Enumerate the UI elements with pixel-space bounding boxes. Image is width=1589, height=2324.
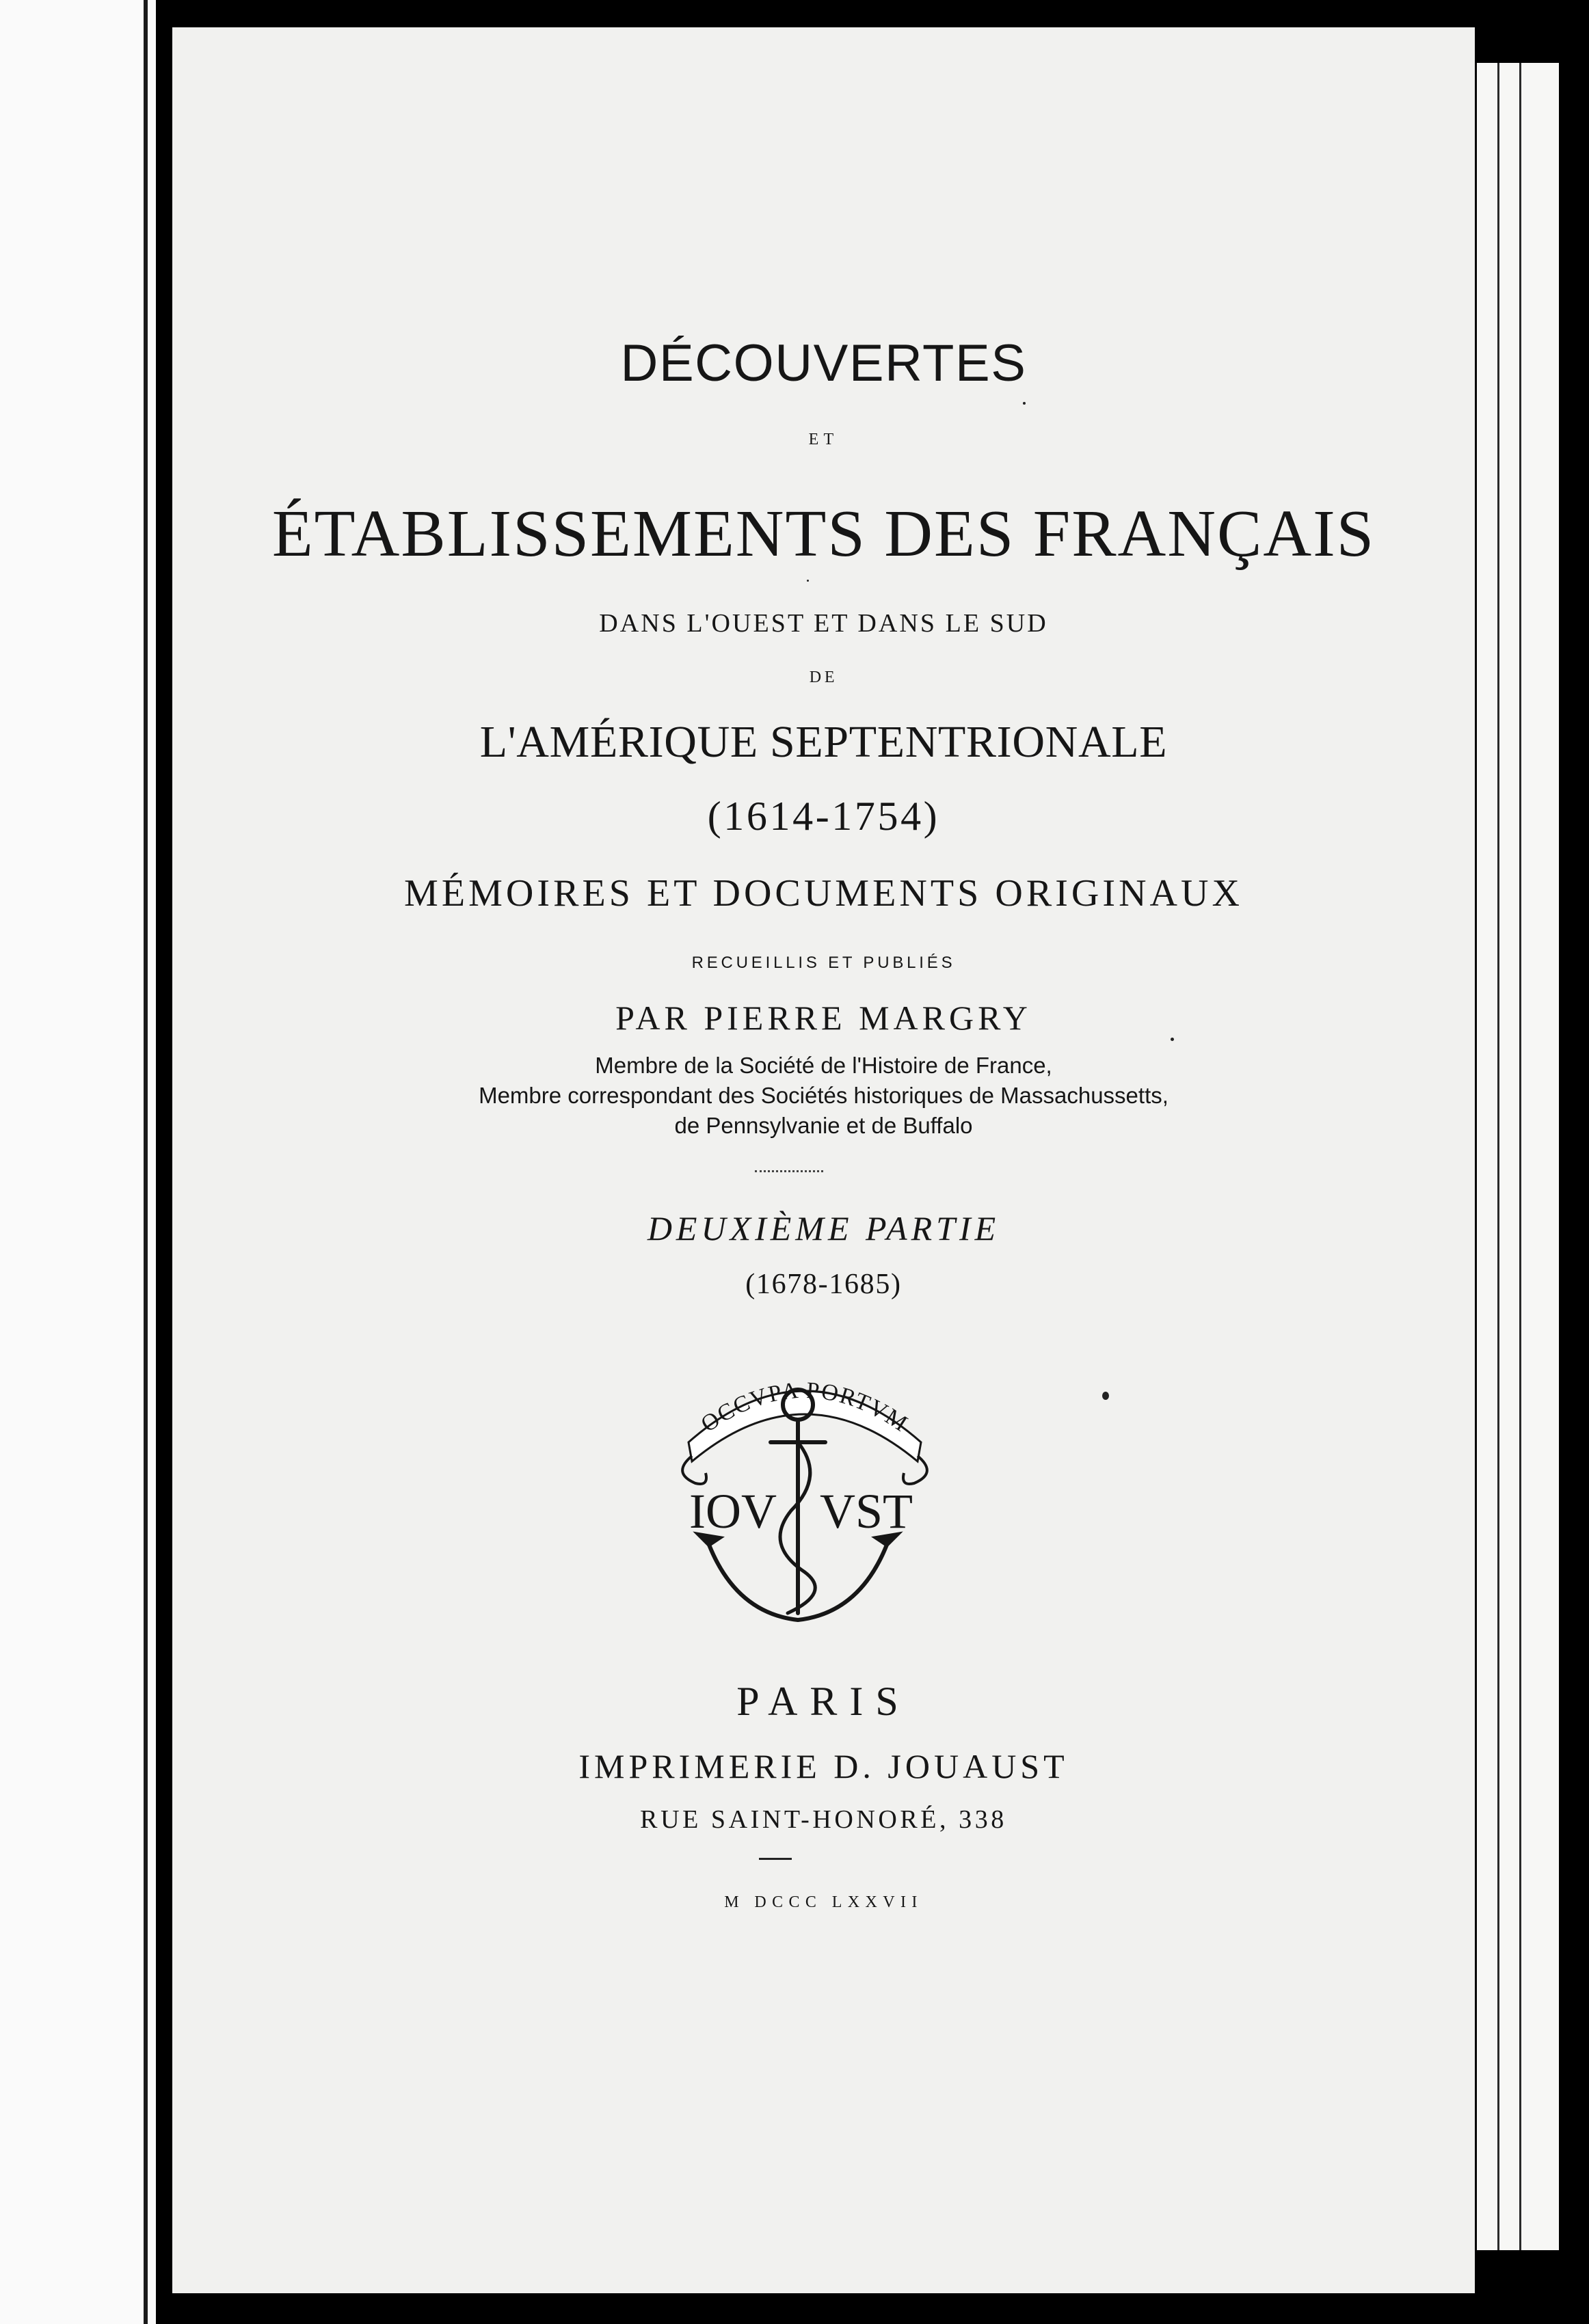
subtitle-amerique: L'AMÉRIQUE SEPTENTRIONALE [479,717,1168,767]
speck [1023,402,1026,405]
author-line: PAR PIERRE MARGRY [615,999,1032,1037]
page-fore-edge [1477,63,1559,2250]
mark-name-left: IOV [689,1484,777,1539]
edge-rule [1497,63,1499,2250]
date-range: (1614-1754) [707,794,940,839]
speck [1171,1038,1174,1041]
title-block [172,0,1475,2324]
imprint-rule [759,1858,792,1860]
author-credential-1: Membre de la Société de l'Histoire de France, [595,1053,1052,1078]
svg-text:OCCVPA PORTVM: OCCVPA PORTVM [696,1377,913,1437]
edge-rule [1519,63,1521,2250]
recueillis-line: RECUEILLIS ET PUBLIÉS [691,954,956,972]
imprint-city: PARIS [736,1679,911,1724]
imprint-year: M DCCC LXXVII [724,1893,923,1911]
gutter-line [144,0,148,2324]
mark-name-right: VST [819,1484,913,1539]
printers-mark [668,1340,942,1647]
part-label: DEUXIÈME PARTIE [647,1209,1000,1247]
subtitle-de: DE [809,668,838,686]
title-line-decouvertes: DÉCOUVERTES [620,334,1027,392]
author-credential-3: de Pennsylvanie et de Buffalo [674,1113,973,1138]
part-dates: (1678-1685) [745,1269,902,1300]
memoires-line: MÉMOIRES ET DOCUMENTS ORIGINAUX [404,872,1243,915]
imprint-address: RUE SAINT-HONORÉ, 338 [640,1805,1007,1834]
subtitle-dans: DANS L'OUEST ET DANS LE SUD [599,609,1048,638]
main-title: ÉTABLISSEMENTS DES FRANÇAIS [271,497,1376,571]
left-page-edge [0,0,156,2324]
author-credential-2: Membre correspondant des Sociétés historiques de Massachussetts, [479,1083,1169,1108]
speck [1102,1392,1109,1400]
imprint-printer: IMPRIMERIE D. JOUAUST [578,1747,1069,1785]
speck [807,580,809,582]
title-line-et: ET [808,431,839,448]
divider-ornament [755,1170,823,1176]
